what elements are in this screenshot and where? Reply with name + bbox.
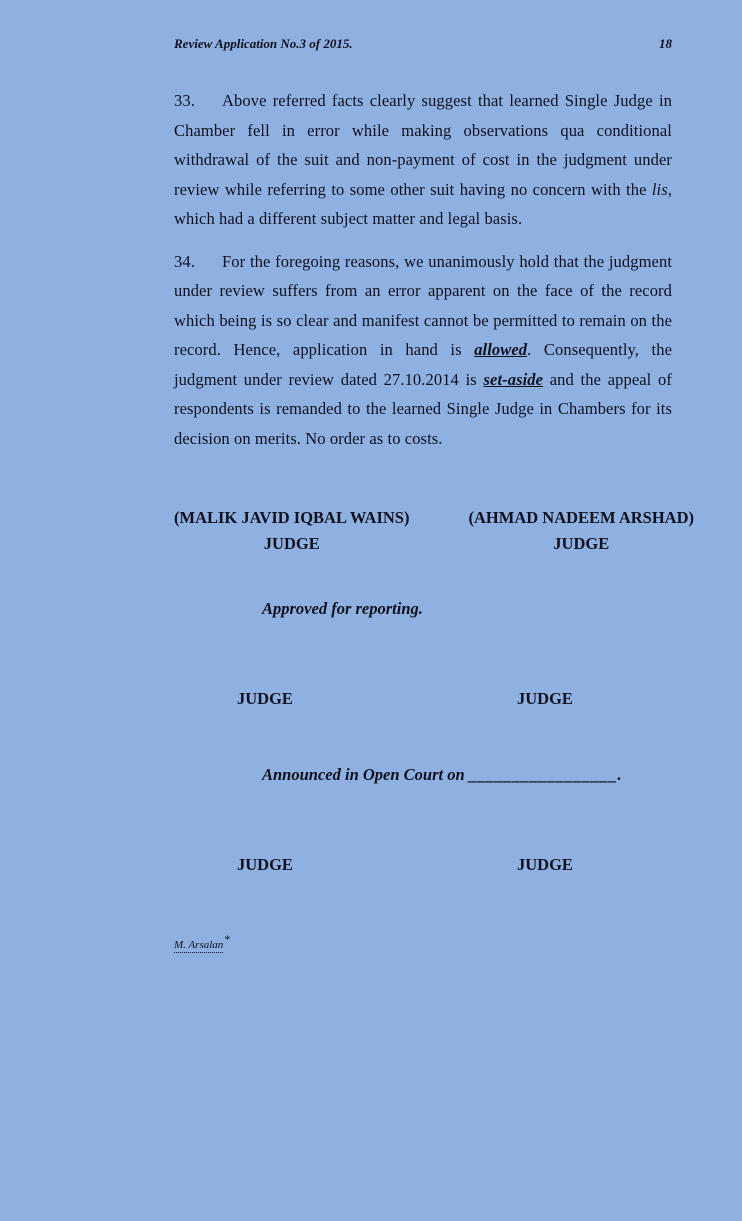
term-set-aside: set-aside — [483, 369, 544, 389]
announced-in-open-court-line — [262, 765, 672, 785]
page-number: 18 — [659, 36, 672, 51]
term-lis: lis — [651, 179, 668, 199]
stenographer-initials — [174, 932, 672, 951]
announced-period: . — [617, 765, 622, 784]
judge-label-row1-left: JUDGE — [237, 689, 293, 708]
judge-signature-right — [469, 508, 695, 554]
judge-signature-row-2 — [174, 855, 672, 876]
term-allowed: allowed — [474, 340, 528, 359]
approved-for-reporting-line: Approved for reporting. — [262, 599, 423, 618]
paragraph-34-text-2: . Consequently, the judgment under review dated 27.10.2014 is — [174, 340, 672, 389]
judge-signature-row-1 — [174, 689, 672, 710]
asterisk-mark: * — [224, 932, 231, 946]
judge-signature-left — [174, 508, 409, 554]
paragraph-33 — [174, 86, 672, 234]
announced-text: Announced in Open Court on — [262, 765, 469, 784]
paragraph-34-number: 34. — [174, 251, 195, 271]
judge-name-left: (MALIK JAVID IQBAL WAINS) — [174, 508, 410, 527]
document-title: Review Application No.3 of 2015. — [174, 36, 353, 51]
paragraph-34-text-3: and the appeal of respondents is remanded to the learned Single Judge in Chambers for its decision on merits. No order as to costs. — [174, 369, 672, 448]
page-header — [174, 36, 672, 52]
paragraph-34-text-1: For the foregoing reasons, we unanimously hold that the judgment under review suffers from an error apparent on the face of the record which being is so clear and manifest cannot be permitted to remain on the record. Hence, application in hand is — [174, 251, 672, 359]
judges-signature-block — [174, 508, 694, 554]
paragraph-33-text: Above referred facts clearly suggest that learned Single Judge in Chamber fell in error while making observations qua conditional withdrawal of the suit and non-payment of cost in the judgment under review while referring to some other suit having no concern with the — [174, 91, 672, 199]
judge-title-left: JUDGE — [263, 534, 320, 553]
paragraph-34 — [174, 247, 672, 454]
initials-text: M. Arsalan — [174, 938, 224, 951]
judge-label-row2-left: JUDGE — [237, 855, 293, 874]
judge-name-right: (AHMAD NADEEM ARSHAD) — [468, 508, 694, 527]
judge-label-row2-right: JUDGE — [517, 855, 573, 874]
date-blank: _________________ — [468, 765, 618, 784]
judge-title-right: JUDGE — [553, 534, 610, 553]
paragraph-33-text-end: , which had a different subject matter and legal basis. — [174, 179, 672, 228]
judge-label-row1-right: JUDGE — [517, 689, 573, 708]
paragraph-33-number: 33. — [174, 91, 195, 110]
